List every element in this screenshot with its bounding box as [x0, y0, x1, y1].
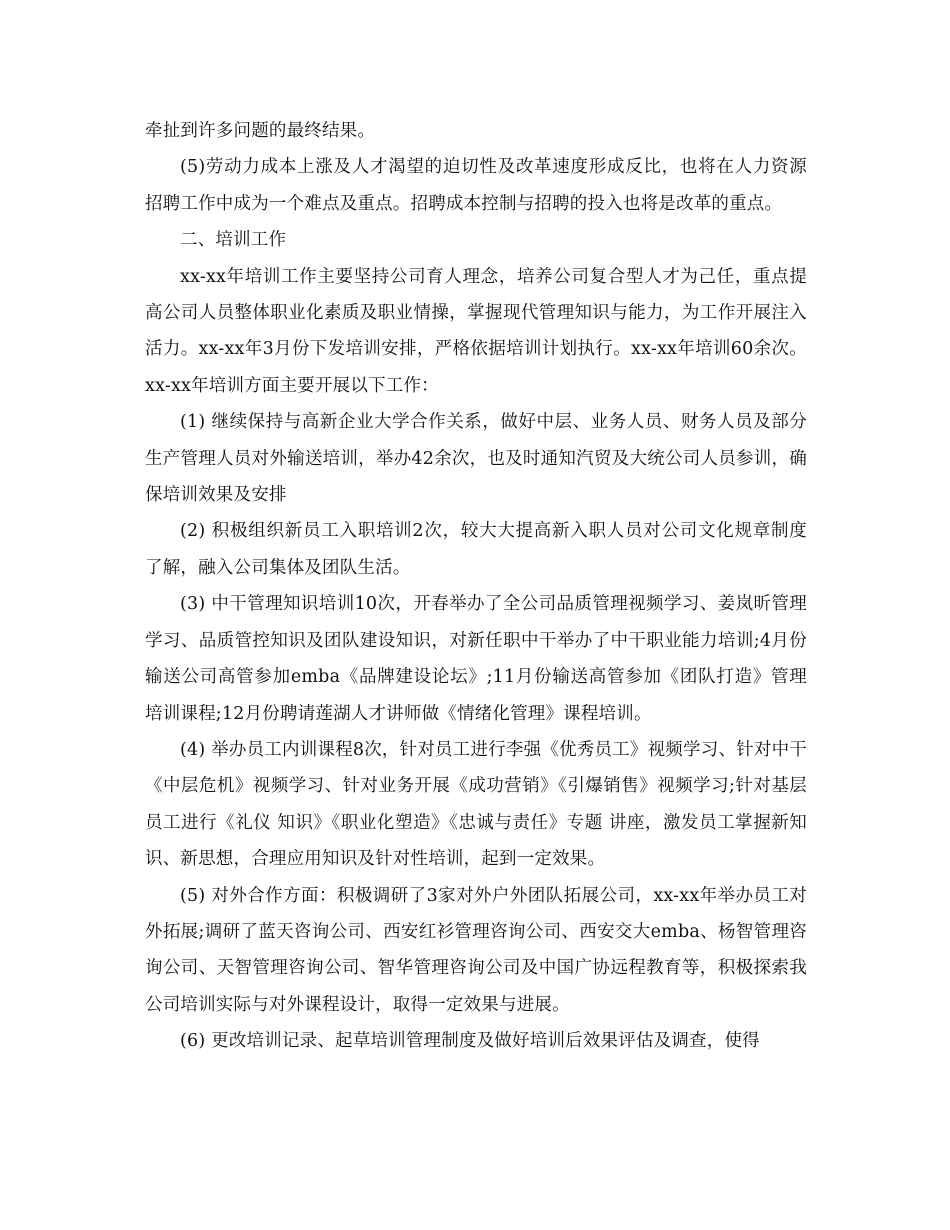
paragraph-item-6: (6) 更改培训记录、起草培训管理制度及做好培训后效果评估及调查，使得 [180, 1031, 760, 1052]
paragraph-item-5: (5) 对外合作方面：积极调研了3家对外户外团队拓展公司，xx-xx年举办员工对外拓展;调研了蓝天咨询公司、西安红衫管理咨询公司、西安交大emba、杨智管理咨询公司、天智管理咨询公司、智华管理咨询公司及中国广协远程教育等，积极探索我公司培训实际与对外课程设计，取得一定效果与进展。 [145, 885, 807, 1015]
paragraph-item-4: (4) 举办员工内训课程8次，针对员工进行李强《优秀员工》视频学习、针对中干《中层危机》视频学习、针对业务开展《成功营销》《引爆销售》视频学习;针对基层员工进行《礼仪 知识》《职业化塑造》《忠诚与责任》专题 讲座，激发员工掌握新知识、新思想，合理应用知识及针对性培训，起到一定效果。 [145, 739, 807, 870]
paragraph-item-3: (3) 中干管理知识培训10次，开春举办了全公司品质管理视频学习、姜岚昕管理学习、品质管控知识及团队建设知识，对新任职中干举办了中干职业能力培训;4月份输送公司高管参加emba《品牌建设论坛》;11月份输送高管参加《团队打造》管理培训课程;12月份聘请莲湖人才讲师做《情绪化管理》课程培训。 [145, 594, 807, 724]
document-body [145, 113, 813, 1060]
section-heading-training: 二、培训工作 [180, 230, 287, 251]
paragraph-labor-cost: (5)劳动力成本上涨及人才渴望的迫切性及改革速度形成反比，也将在人力资源招聘工作中成为一个难点及重点。招聘成本控制与招聘的投入也将是改革的重点。 [145, 157, 807, 214]
paragraph-training-overview: xx-xx年培训工作主要坚持公司育人理念，培养公司复合型人才为己任，重点提高公司人员整体职业化素质及职业情操，掌握现代管理知识与能力，为工作开展注入活力。xx-xx年3月份下发培训安排，严格依据培训计划执行。xx-xx年培训60余次。xx-xx年培训方面主要开展以下工作： [145, 266, 807, 396]
paragraph-item-2: (2) 积极组织新员工入职培训2次，较大大提高新入职人员对公司文化规章制度 了解，融入公司集体及团队生活。 [145, 521, 813, 578]
paragraph-item-1: (1) 继续保持与高新企业大学合作关系，做好中层、业务人员、财务人员及部分生产管理人员对外输送培训，举办42余次，也及时通知汽贸及大统公司人员参训，确保培训效果及安排 [145, 412, 807, 506]
paragraph-continuation: 牵扯到许多问题的最终结果。 [145, 121, 376, 141]
